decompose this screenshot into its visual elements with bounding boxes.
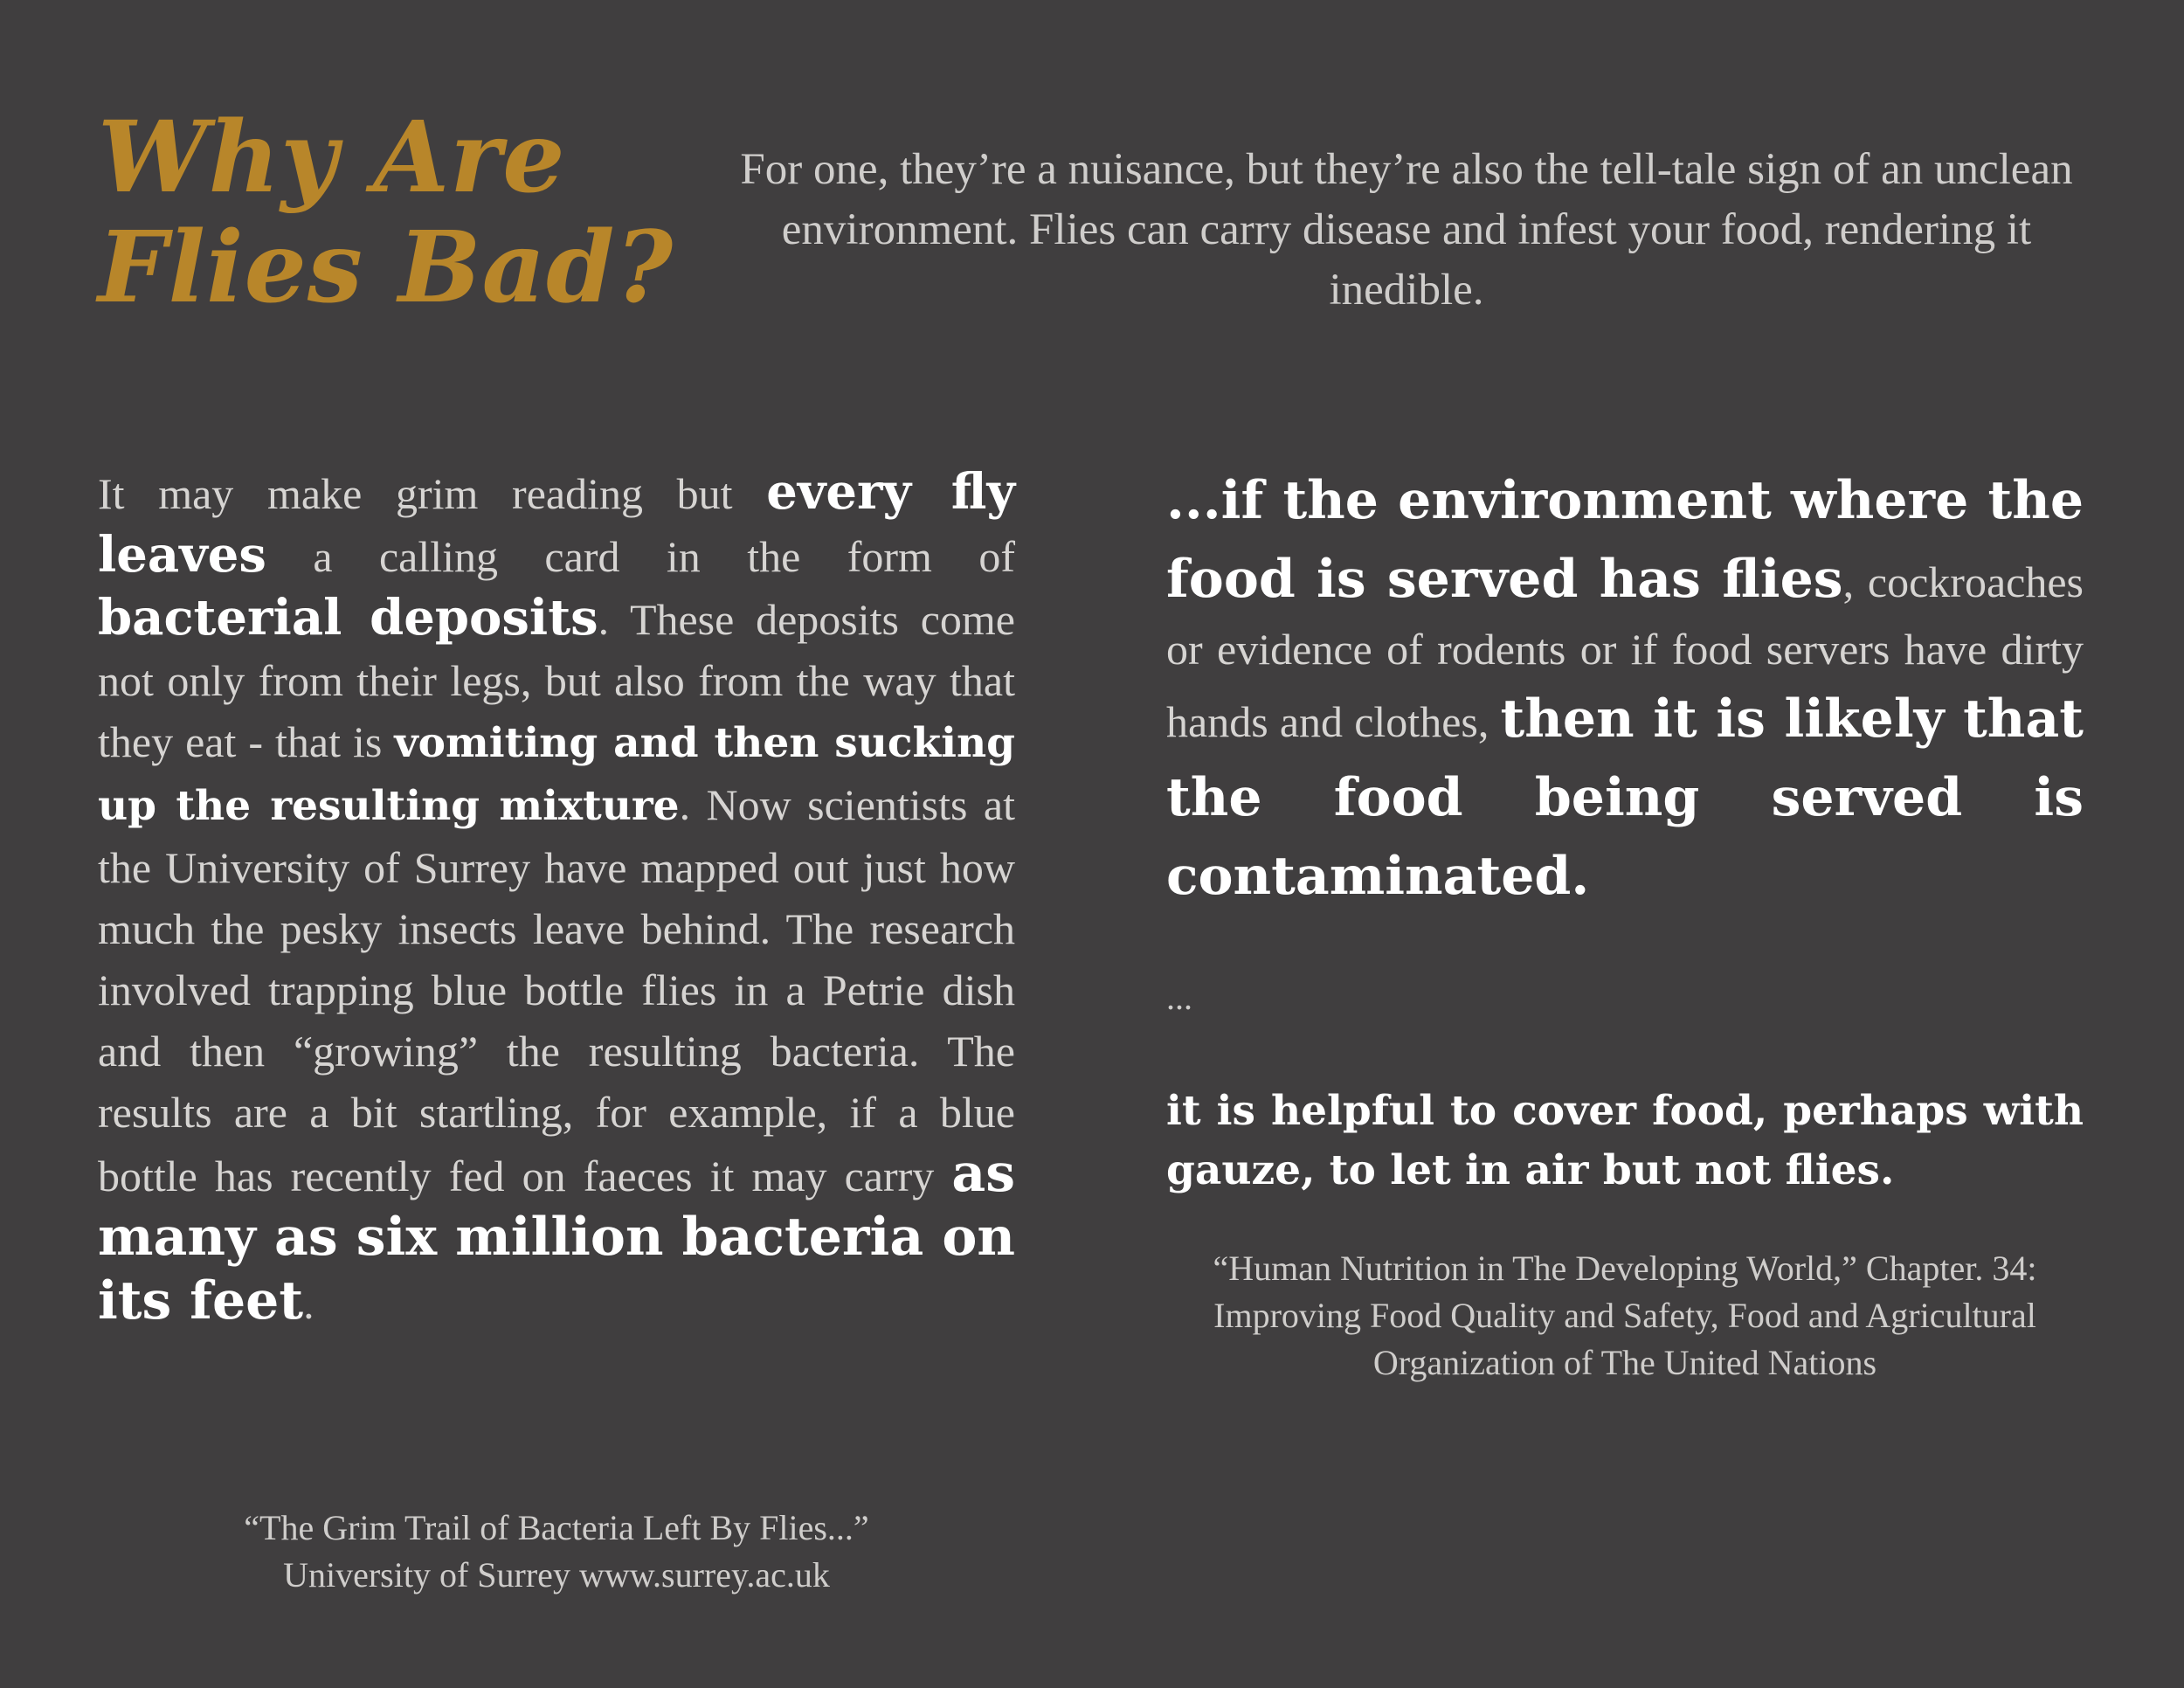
left-citation-line-1: “The Grim Trail of Bacteria Left By Flies...” — [244, 1508, 869, 1547]
left-text-1: It may make grim reading but — [98, 469, 767, 518]
left-citation-line-2: University of Surrey www.surrey.ac.uk — [283, 1555, 830, 1595]
title-line-2: Flies Bad? — [98, 211, 674, 325]
left-text-5: . — [303, 1279, 314, 1328]
right-text-1: , cockroaches or evidence of rodents or if food servers have dirty hands and clothes, — [1166, 557, 2084, 746]
right-citation — [1166, 1245, 2084, 1387]
right-bold-environment: ...if the environment where the food is served has flies — [1166, 470, 2084, 610]
left-text-2: a calling card in the form of — [266, 532, 1015, 581]
intro-paragraph: For one, they’re a nuisance, but they’re also the tell-tale sign of an unclean environment. Flies can carry disease and infest your food, rendering it inedible. — [740, 145, 2073, 315]
right-citation-line-1: “Human Nutrition in The Developing World,” Chapter. 34: — [1213, 1249, 2037, 1288]
title-line-1: Why Are — [98, 100, 566, 215]
page-title — [98, 100, 727, 325]
right-column-paragraph — [1166, 461, 2084, 916]
left-bold-every-fly-leaves: every fly leaves — [98, 463, 1016, 584]
right-citation-line-2: Improving Food Quality and Safety, Food and Agricultural — [1213, 1296, 2036, 1335]
left-text-4: . Now scientists at the University of Surrey have mapped out just how much the pesky insects leave behind. The research involved trapping blue bottle flies in a Petrie dish and then “growing” the resulting bacteria. The results are a bit startling, for example, if a blue bottle has recently fed on faeces it may carry — [98, 780, 1015, 1200]
left-column-paragraph — [98, 461, 1015, 1334]
right-bold-contaminated: then it is likely that the food being served is contaminated. — [1166, 688, 2084, 907]
ellipsis: ... — [1166, 978, 1192, 1017]
cover-food-tip: it is helpful to cover food, perhaps with gauze, to let in air but not flies. — [1166, 1087, 2084, 1194]
left-text-3: . These deposits come not only from their legs, but also from the way that they eat - that is — [98, 595, 1015, 766]
left-bold-six-million-bacteria: as many as six million bacteria on its feet — [98, 1143, 1015, 1332]
left-bold-bacterial-deposits: bacterial deposits — [98, 589, 598, 647]
right-citation-line-3: Organization of The United Nations — [1372, 1343, 1877, 1382]
left-citation — [98, 1505, 1015, 1599]
left-bold-vomiting: vomiting and then sucking up the resulting mixture — [98, 719, 1015, 830]
